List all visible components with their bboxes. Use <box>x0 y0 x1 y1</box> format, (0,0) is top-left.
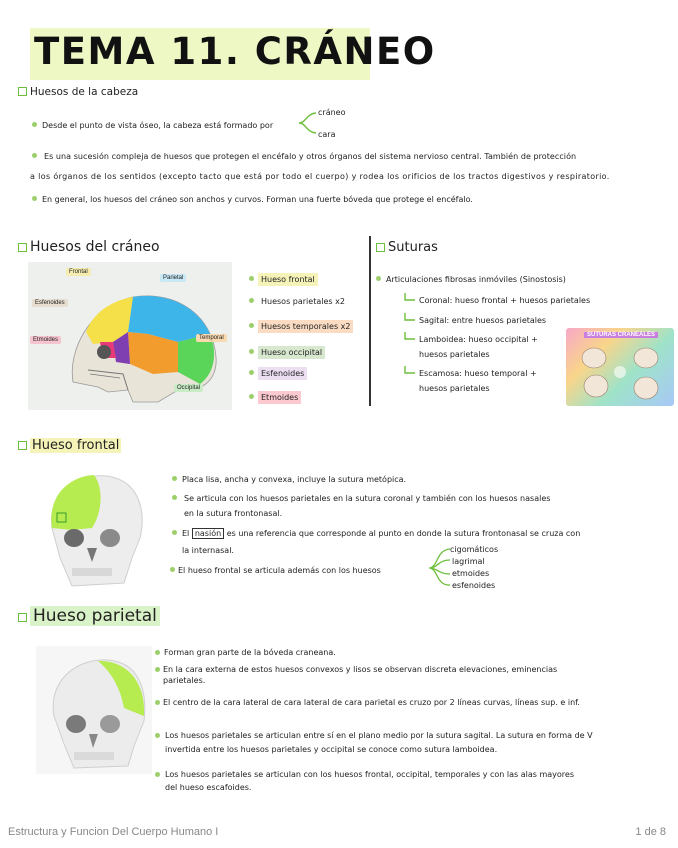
bullet-icon <box>249 323 254 328</box>
branch-bracket-icon <box>428 546 452 588</box>
paragraph: Articulaciones fibrosas inmóviles (Sinostosis) <box>386 275 566 284</box>
arrow-icon <box>403 366 417 376</box>
section-heading-hueso-frontal <box>18 438 121 453</box>
arrow-icon <box>403 293 417 303</box>
bullet-icon <box>155 700 160 705</box>
page-title: TEMA 11. CRÁNEO <box>34 30 436 73</box>
thumbnail-title: SUTURAS CRANEALES <box>584 332 658 338</box>
bullet-icon <box>155 772 160 777</box>
suture-item-cont: huesos parietales <box>419 350 490 359</box>
paragraph: la internasal. <box>182 546 234 555</box>
section-heading-hueso-parietal <box>18 606 160 626</box>
branch-bracket-icon <box>298 110 318 136</box>
bone-list-item: Etmoides <box>258 391 301 404</box>
bullet-icon <box>249 370 254 375</box>
paragraph: Los huesos parietales se articulan entre sí en el plano medio por la sutura sagital. La sutura en forma de V <box>165 731 593 740</box>
bullet-icon <box>32 153 37 158</box>
heading-text: Hueso frontal <box>32 438 120 453</box>
bullet-icon <box>155 650 160 655</box>
image-label-parietal: Parietal <box>160 274 186 282</box>
text-fragment: El <box>182 529 190 538</box>
suture-item: Escamosa: hueso temporal + <box>419 369 537 378</box>
bullet-icon <box>172 476 177 481</box>
bullet-icon <box>249 298 254 303</box>
suture-item: Lamboidea: hueso occipital + <box>419 335 538 344</box>
skull-lateral-image <box>28 262 232 410</box>
skull-frontal-image <box>32 458 152 598</box>
heading-text: Huesos de la cabeza <box>30 86 139 98</box>
nasion-term: nasión <box>192 528 224 539</box>
arrow-icon <box>403 332 417 342</box>
paragraph: Placa lisa, ancha y convexa, incluye la sutura metópica. <box>182 475 407 484</box>
paragraph: El centro de la cara lateral de cara lateral de cara parietal es cruzo por 2 líneas curvas, líneas sup. e inf. <box>163 698 580 707</box>
bullet-icon <box>376 276 381 281</box>
checkbox-icon <box>18 87 27 96</box>
footer-page-number: 1 de 8 <box>635 826 666 838</box>
bone-list-item: Huesos parietales x2 <box>261 297 345 306</box>
paragraph: Es una sucesión compleja de huesos que protegen el encéfalo y otros órganos del sistema nervioso central. También de protección <box>44 152 577 161</box>
branch-item: etmoides <box>452 569 490 578</box>
branch-item: esfenoides <box>452 581 496 590</box>
bullet-icon <box>249 349 254 354</box>
bullet-icon <box>155 733 160 738</box>
checkbox-icon <box>376 243 385 252</box>
skull-parietal-drawing <box>36 646 152 774</box>
branch-item: cigomáticos <box>450 545 499 554</box>
section-heading-suturas <box>376 240 438 255</box>
suture-item: Coronal: hueso frontal + huesos parietales <box>419 296 591 305</box>
branch-item: lagrimal <box>452 557 485 566</box>
bullet-icon <box>155 667 160 672</box>
paragraph: El hueso frontal se articula además con los huesos <box>178 566 381 575</box>
suture-item-cont: huesos parietales <box>419 384 490 393</box>
paragraph: a los órganos de los sentidos (excepto tacto que está por todo el cuerpo) y rodea los orificios de los tractos digestivos y respiratorio. <box>30 172 610 181</box>
bullet-icon <box>172 530 177 535</box>
paragraph: en la sutura frontonasal. <box>184 509 283 518</box>
footer-left: Estructura y Funcion Del Cuerpo Humano I <box>8 826 219 838</box>
paragraph: Desde el punto de vista óseo, la cabeza está formado por <box>42 121 274 130</box>
bullet-icon <box>170 567 175 572</box>
paragraph: parietales. <box>163 676 206 685</box>
bullet-icon <box>249 276 254 281</box>
bone-list-item: Hueso frontal <box>258 273 318 286</box>
text-fragment: es una referencia que corresponde al punto en donde la sutura frontonasal se cruza con <box>226 529 581 538</box>
skull-parietal-image <box>36 646 152 774</box>
paragraph: En general, los huesos del cráneo son anchos y curvos. Forman una fuerte bóveda que protege el encéfalo. <box>42 195 473 204</box>
paragraph <box>182 527 580 540</box>
section-heading-huesos-cabeza <box>18 86 138 98</box>
paragraph: Los huesos parietales se articulan con los huesos frontal, occipital, temporales y con las alas mayores <box>165 770 574 779</box>
sutures-thumbnail <box>566 328 674 406</box>
paragraph: En la cara externa de estos huesos convexos y lisos se observan discreta elevaciones, eminencias <box>163 665 558 674</box>
image-label-esfenoides: Esfenoides <box>32 299 68 307</box>
paragraph: del hueso escafoides. <box>165 783 252 792</box>
suture-item: Sagital: entre huesos parietales <box>419 316 547 325</box>
image-label-frontal: Frontal <box>66 268 91 276</box>
bone-list-item: Huesos temporales x2 <box>258 320 353 333</box>
image-label-etmoides: Etmoides <box>30 336 61 344</box>
bullet-icon <box>172 495 177 500</box>
arrow-icon <box>403 313 417 323</box>
checkbox-icon <box>18 613 27 622</box>
skull-frontal-drawing <box>32 458 152 598</box>
bone-list-item: Hueso occipital <box>258 346 325 359</box>
image-label-temporal: Temporal <box>196 334 227 342</box>
heading-text: Suturas <box>388 240 438 255</box>
branch-item: cara <box>318 130 336 139</box>
heading-text: Huesos del cráneo <box>30 239 160 255</box>
column-divider <box>369 236 371 406</box>
checkbox-icon <box>18 243 27 252</box>
checkbox-icon <box>18 441 27 450</box>
paragraph: invertida entre los huesos parietales y occipital se conoce como sutura lamboidea. <box>165 745 498 754</box>
bullet-icon <box>32 196 37 201</box>
image-label-occipital: Occipital <box>174 384 203 392</box>
section-heading-huesos-craneo <box>18 239 160 255</box>
bullet-icon <box>249 394 254 399</box>
branch-item: cráneo <box>318 108 346 117</box>
thumbnail-skulls <box>566 328 674 406</box>
heading-text: Hueso parietal <box>30 606 160 626</box>
paragraph: Forman gran parte de la bóveda craneana. <box>164 648 336 657</box>
bullet-icon <box>32 122 37 127</box>
bone-list-item: Esfenoides <box>258 367 307 380</box>
paragraph: Se articula con los huesos parietales en la sutura coronal y también con los huesos nasales <box>184 494 551 503</box>
